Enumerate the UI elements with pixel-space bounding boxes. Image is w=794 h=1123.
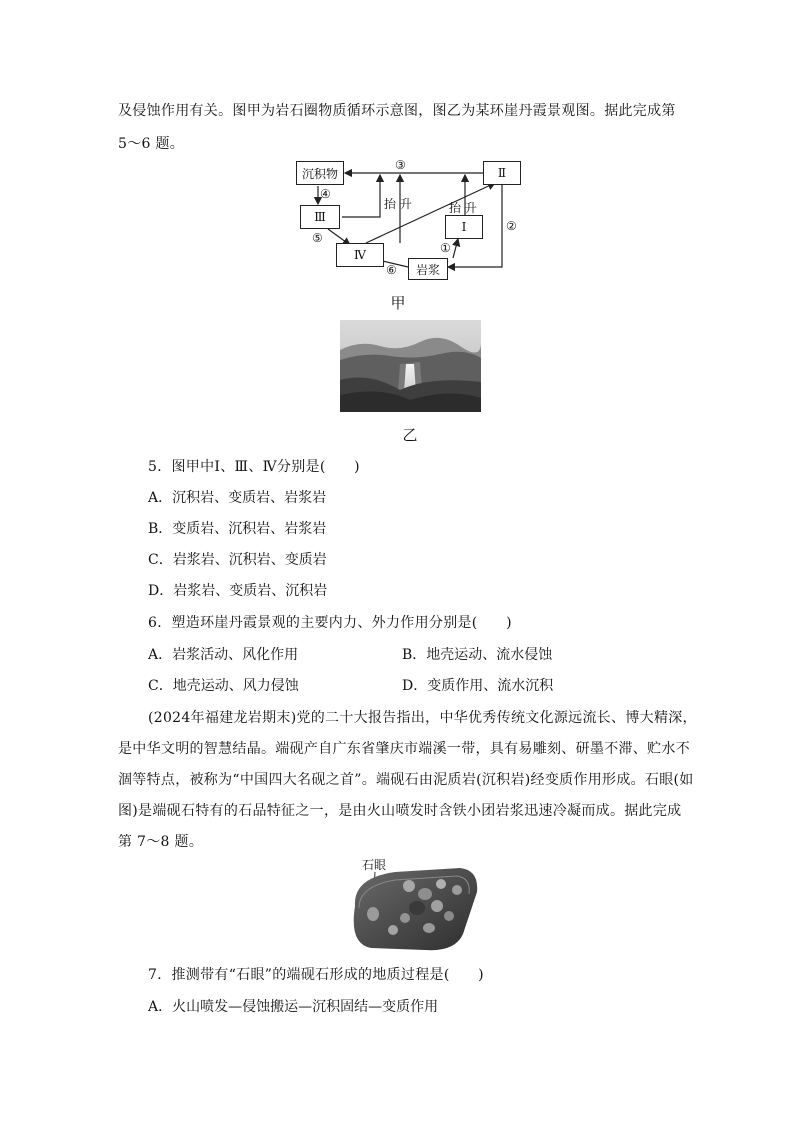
label-uplift-2: 抬 升 [449, 201, 477, 215]
inkstone-image [345, 856, 480, 956]
q6-option-d: D．变质作用、流水沉积 [402, 678, 554, 694]
q6-option-b: B．地壳运动、流水侵蚀 [402, 647, 553, 663]
q5-option-a: A．沉积岩、变质岩、岩浆岩 [148, 490, 327, 506]
danxia-landscape-image [340, 320, 481, 412]
passage-line-4: 图)是端砚石特有的石品特征之一，是由火山喷发时含铁小团岩浆迅速冷凝而成。据此完成 [118, 803, 682, 819]
inkstone-label: 石眼 [362, 858, 387, 872]
box-I: Ⅰ [445, 215, 483, 239]
q6-option-a: A．岩浆活动、风化作用 [148, 647, 299, 663]
label-6: ⑥ [386, 263, 397, 277]
label-2: ② [506, 219, 517, 233]
box-sediment: 沉积物 [296, 161, 344, 185]
q6-stem: 6．塑造环崖丹霞景观的主要内力、外力作用分别是( ) [148, 615, 512, 631]
q7-option-a: A．火山喷发—侵蚀搬运—沉积固结—变质作用 [148, 999, 439, 1015]
label-4: ④ [320, 187, 331, 201]
passage-line-2: 是中华文明的智慧结晶。端砚产自广东省肇庆市端溪一带，具有易雕刻、研墨不滞、贮水不 [118, 741, 690, 757]
q5-stem: 5．图甲中Ⅰ、Ⅲ、Ⅳ分别是( ) [148, 459, 360, 475]
box-II: Ⅱ [483, 161, 521, 185]
q5-option-d: D．岩浆岩、变质岩、沉积岩 [148, 583, 328, 599]
label-uplift-1: 抬 升 [384, 197, 412, 211]
box-III: Ⅲ [300, 205, 340, 229]
q6-option-c: C．地壳运动、风力侵蚀 [148, 678, 299, 694]
intro-line-1: 及侵蚀作用有关。图甲为岩石圈物质循环示意图，图乙为某环崖丹霞景观图。据此完成第 [118, 103, 676, 119]
passage-line-5: 第 7～8 题。 [118, 834, 204, 850]
inkstone-figure [345, 856, 480, 956]
q7-stem: 7．推测带有“石眼”的端砚石形成的地质过程是( ) [148, 967, 484, 983]
caption-jia: 甲 [390, 294, 406, 312]
rock-cycle-diagram [290, 155, 530, 290]
label-5: ⑤ [312, 231, 323, 245]
box-IV: Ⅳ [336, 243, 384, 267]
label-1: ① [440, 241, 451, 255]
passage-line-3: 涸等特点，被称为“中国四大名砚之首”。端砚石由泥质岩(沉积岩)经变质作用形成。石眼(如 [118, 772, 694, 788]
q5-option-b: B．变质岩、沉积岩、岩浆岩 [148, 521, 327, 537]
box-magma: 岩浆 [408, 258, 448, 280]
intro-line-2: 5～6 题。 [118, 136, 185, 152]
passage-line-1: (2024年福建龙岩期末)党的二十大报告指出，中华优秀传统文化源远流长、博大精深， [148, 710, 697, 726]
caption-yi: 乙 [402, 426, 418, 444]
q5-option-c: C．岩浆岩、沉积岩、变质岩 [148, 552, 327, 568]
danxia-photo [340, 320, 481, 412]
label-3: ③ [395, 158, 406, 172]
arrow-III-up [342, 175, 380, 217]
arrow-1 [453, 239, 458, 258]
